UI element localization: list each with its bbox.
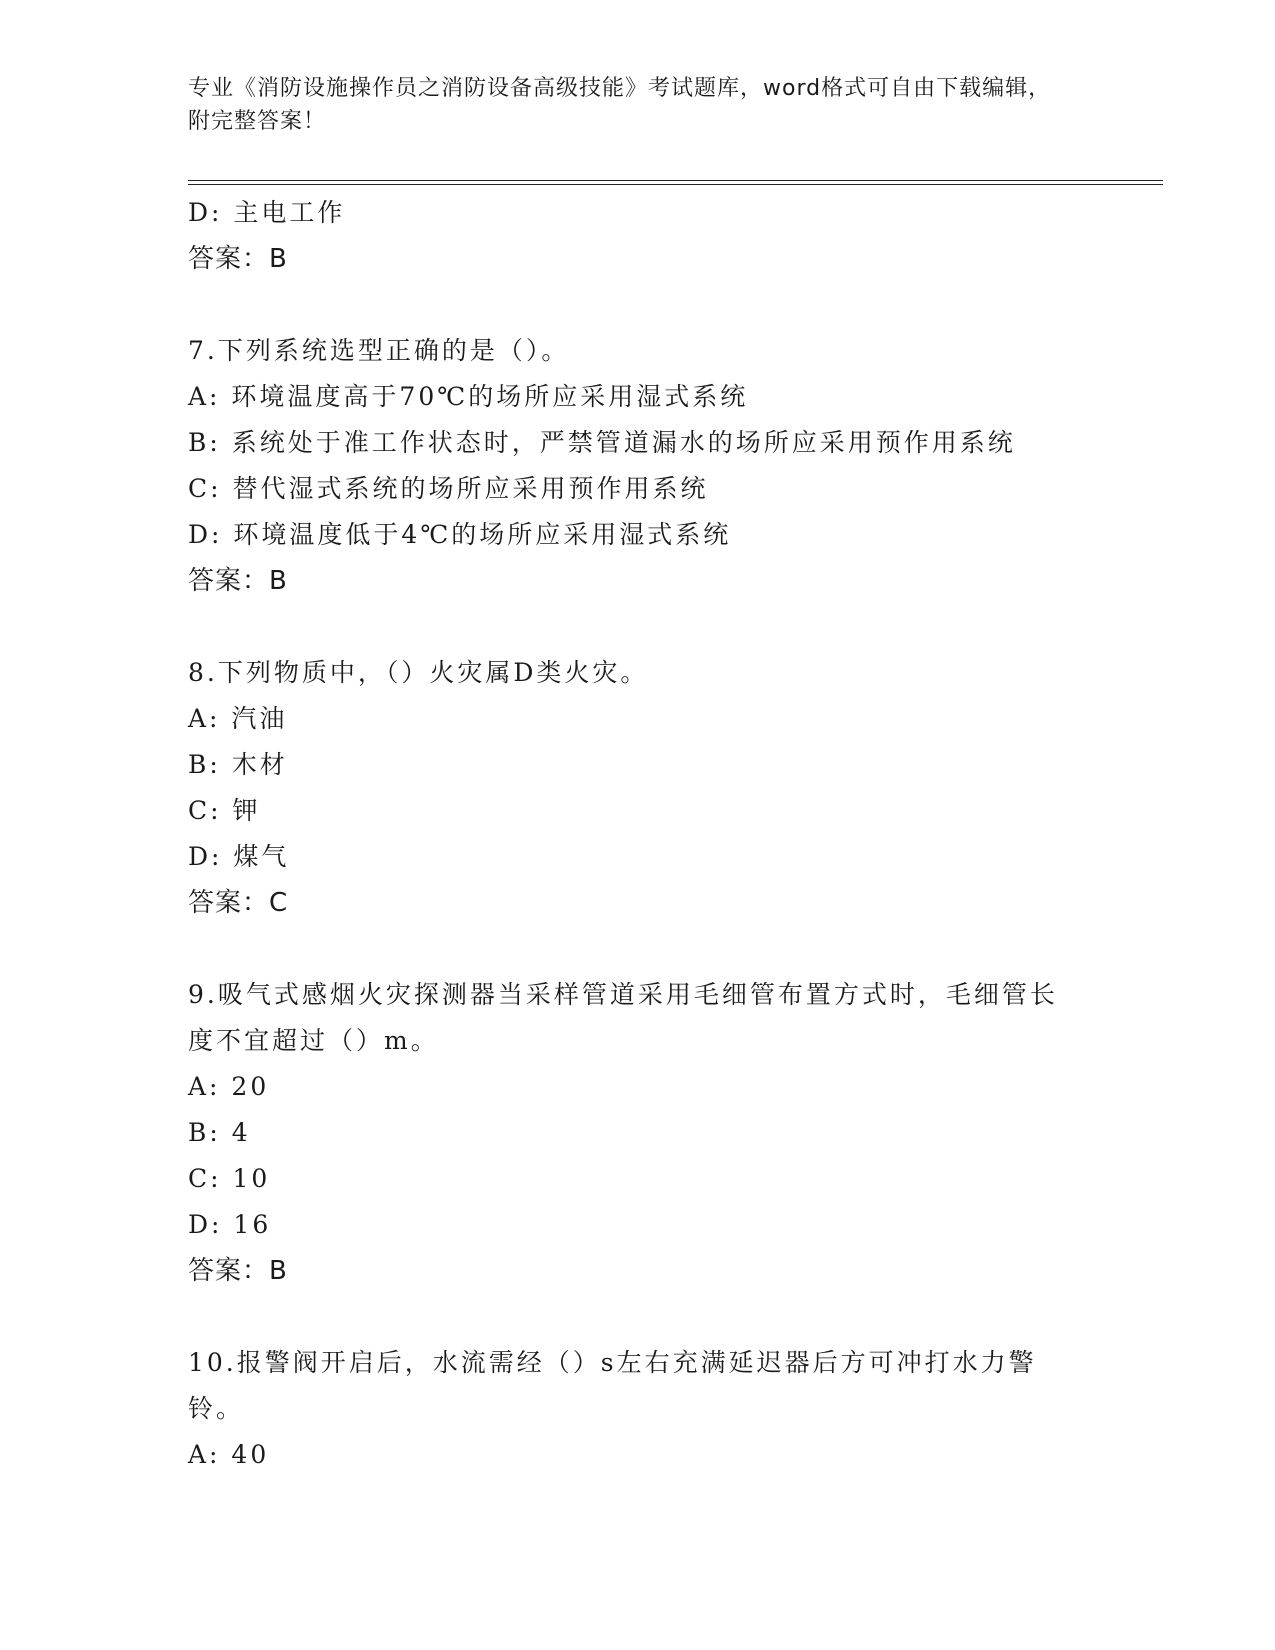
question-block: [188, 1340, 1068, 1478]
spacer: [188, 282, 1068, 328]
option-a: A: 20: [188, 1072, 270, 1101]
answer-label: 答案：B: [188, 566, 288, 596]
answer-label: 答案：B: [188, 244, 288, 274]
option-a: A: 环境温度高于70℃的场所应采用湿式系统: [188, 382, 749, 411]
page-header: 专业《消防设施操作员之消防设备高级技能》考试题库，word格式可自由下载编辑，附完整答案！: [188, 76, 1052, 134]
question-stem: 7.下列系统选型正确的是（）。: [188, 336, 570, 365]
header-divider-top: [188, 180, 1163, 181]
option-d: D: 主电工作: [188, 198, 346, 227]
option-b: B: 4: [188, 1118, 251, 1147]
option-d: D: 16: [188, 1210, 272, 1239]
question-stem: 9.吸气式感烟火灾探测器当采样管道采用毛细管布置方式时，毛细管长度不宜超过（）m。: [188, 980, 1058, 1055]
option-d: D: 煤气: [188, 842, 290, 871]
question-block: [188, 650, 1068, 926]
question-stem: 8.下列物质中，（）火灾属D类火灾。: [188, 658, 649, 687]
option-c: C: 替代湿式系统的场所应采用预作用系统: [188, 474, 709, 503]
spacer: [188, 926, 1068, 972]
option-b: B: 系统处于准工作状态时，严禁管道漏水的场所应采用预作用系统: [188, 428, 1016, 457]
option-d: D: 环境温度低于4℃的场所应采用湿式系统: [188, 520, 732, 549]
question-block: [188, 972, 1068, 1294]
header-divider-bottom: [188, 184, 1163, 185]
option-a: A: 40: [188, 1440, 270, 1469]
answer-label: 答案：C: [188, 888, 289, 918]
option-a: A: 汽油: [188, 704, 288, 733]
answer-label: 答案：B: [188, 1256, 288, 1286]
option-c: C: 10: [188, 1164, 271, 1193]
option-c: C: 钾: [188, 796, 261, 825]
spacer: [188, 1294, 1068, 1340]
question-block: [188, 328, 1068, 604]
question-stem: 10.报警阀开启后，水流需经（）s左右充满延迟器后方可冲打水力警铃。: [188, 1348, 1037, 1423]
option-b: B: 木材: [188, 750, 288, 779]
question-list: [188, 190, 1068, 1478]
spacer: [188, 604, 1068, 650]
